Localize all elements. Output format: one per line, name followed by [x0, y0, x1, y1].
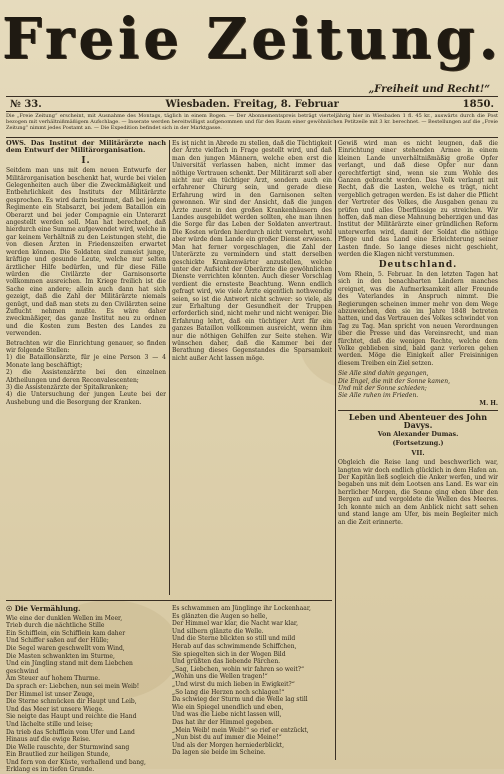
poem-line: Die Segel waren geschwellt vom Wind, — [6, 644, 125, 652]
poem-line: Sie spiegelten sich in der Wogen Bild — [172, 650, 286, 658]
newspaper-title: Freie Zeitung. — [1, 6, 503, 72]
poem-line: Es glänzten die Augen so helle, — [172, 612, 268, 620]
poem-line: Am Steuer auf hohem Thurme. — [6, 675, 100, 683]
place-date: Wiesbaden. Freitag, 8. Februar — [165, 98, 339, 110]
poem-line: Und die Sterne blickten so still und mild — [172, 635, 296, 643]
poem-line: Und ein Jüngling stand mit dem Liebchen geschwind — [6, 660, 133, 675]
poem-line: „Nun bist du auf immer die Meine!“ — [172, 734, 282, 742]
poem-line: Wie ein Spiegel unendlich und eben, — [172, 703, 284, 711]
poem-line: Das hat ihr der Himmel gegeben. — [172, 718, 274, 726]
poem-line: Und Schiffer saßen auf der Hülle; — [6, 637, 109, 645]
article-body: Gewiß wird man es nicht leugnen, daß die Einrichtung einer stehenden Armee in einem kleinen Lande unverhältnißmäßig große Opfer verlangt, und daß diese Opfer nur dann gerechtfertigt sind, wenn sie zum Wohle des Ganzen gebracht werden. Das Volk verlangt mit Recht, daß die Lasten, welche es trägt, nicht vergeblich getragen werden. Es ist daher die Pflicht der Vertreter des Volkes, die Ausgaben genau zu prüfen und alles Überflüssige zu streichen. Wir hoffen, daß man diese Mahnung beherzigen und das Institut der Militärärzte einer gründlichen Reform unterwerfen wird, damit der Soldat die nöthige Pflege und das Land eine Erleichterung seiner Lasten finde. So lange dieses nicht geschieht, werden die Klagen nicht verstummen. — [338, 140, 499, 259]
issue-number: № 33. — [10, 98, 42, 110]
motto: „Freiheit und Recht!“ — [368, 84, 490, 95]
feuilleton-author: Von Alexander Dumas. — [377, 430, 459, 439]
poem-line: Da sprach er: Liebchen, nun sei mein Weib! — [6, 682, 140, 690]
list-item: 4) die Untersuchung der jungen Leute bei der Aushebung und die Besorgung der Kranken. — [6, 391, 166, 406]
poem-line: Der Himmel war klar, die Nacht war klar, — [172, 620, 299, 628]
poem-line: Wie eine der dunklen Wellen im Meer, — [6, 614, 123, 622]
poem-line: Es schwammen am Jünglinge ihr Lockenhaar, — [172, 605, 311, 612]
section-title-deutschland: Deutschland. — [378, 259, 458, 270]
poem-line: Trieb durch die nächtliche Stille — [6, 622, 105, 630]
poem-die-vermaehlung — [6, 604, 166, 774]
section-body: Vom Rhein, 5. Februar. In den letzten Tagen hat sich in den benachbarten Ländern manches ereignet, was die Aufmerksamkeit aller Freunde des Vaterlandes in Anspruch nimmt. Die Regierungen scheinen immer mehr von dem Wege abzuweichen, den sie im Jahre 1848 betreten hatten, und das Vertrauen des Volkes schwindet von Tag zu Tag. Man spricht von neuen Verordnungen über die Presse und das Vereinsrecht, und man fürchtet, daß die wenigen Rechte, welche dem Volke geblieben sind, bald ganz verloren gehen werden. Möge die Einigkeit aller Freisinnigen diesem Treiben ein Ziel setzen. — [338, 270, 498, 367]
article-list-intro: Betrachten wir die Einrichtung genauer, so finden wir folgende Stellen: — [6, 339, 166, 354]
feuilleton-note: (Fortsetzung.) — [392, 439, 444, 448]
poem-line: Und als der Morgen herniederblickt, — [172, 741, 284, 749]
poem-fragment — [338, 370, 498, 407]
poem-line: „Wohin uns die Wellen tragen!“ — [172, 673, 268, 681]
issue-year: 1850. — [462, 98, 494, 110]
issue-line — [6, 96, 498, 112]
masthead — [0, 0, 504, 112]
poem-continuation — [172, 605, 332, 761]
columns — [6, 139, 499, 774]
poem-line: „Mein Weib! mein Weib!“ so rief er entzückt, — [172, 726, 309, 734]
poem-line: Und was die Liebe nicht lassen will, — [172, 711, 282, 719]
poem-line: „Und wirst du mich lieben in Ewigkeit?“ — [172, 680, 295, 688]
poem-line: Die Masten schwankten im Sturme, — [6, 652, 115, 660]
poem-line: Sie Alle ruhen im Frieden. — [338, 392, 419, 400]
feuilleton-title: Leben und Abenteuer des John Davys. — [348, 412, 488, 430]
poem-line: Ein Schifflein, ein Schifflein kam daher — [6, 629, 126, 637]
feuilleton-body: Obgleich die Reise lang und beschwerlich war, langten wir doch endlich glücklich in dem Hafen an. Der Kapitän ließ sogleich die Anker werfen, und wir begaben uns mit dem Lootsen ans Land. Es war ein herrlicher Morgen, die Sonne ging eben über den Bergen auf und vergoldete die Wellen des Meeres. Ich konnte mich an dem Anblick nicht satt sehen und stand lange am Ufer, bis mein Begleiter mich an die Zeit erinnerte. — [338, 459, 498, 526]
column-rule — [169, 140, 170, 595]
poem-line: Erklang es im tiefen Grunde. — [6, 766, 95, 774]
right-column — [338, 140, 498, 760]
poem-line: Die Sterne schmücken dir Haupt und Leib, — [6, 698, 137, 706]
poem-line: Sie Alle sind dahin gegangen, — [338, 370, 429, 378]
poem-line: Ein Brautlied zur heiligen Stunde, — [6, 751, 111, 759]
article-part: I. — [81, 155, 91, 166]
article-body: Seitdem man uns mit dem neuen Entwurfe der Militärorganisation beschenkt hat, wurde bei vielen Gelegenheiten auch über die Zweckmäßigkeit und Entbehrlichkeit des Instituts der Militärärzte gesprochen. Es wird darin bestimmt, daß bei jedem Regimente ein Stabsarzt, bei jedem Bataillon ein Oberarzt und bei jeder Compagnie ein Unterarzt angestellt werden soll. Man hat berechnet, daß hierdurch eine Summe aufgewendet wird, welche in gar keinem Verhältniß zu den Leistungen steht, die von diesen Ärzten in Friedenszeiten erwartet werden können. Die Soldaten sind zumeist junge, kräftige und gesunde Leute, welche nur selten ärztlicher Hilfe bedürfen, und für diese Fälle würden die Civilärzte der Garnisonsorte vollkommen ausreichen. Im Kriege freilich ist die Sache eine andere; allein auch dann hat sich gezeigt, daß die Zahl der Militärärzte niemals genügt, und daß man stets zu den Civilärzten seine Zuflucht nehmen mußte. Es wäre daher zweckmäßiger, das ganze Institut neu zu ordnen und die Kosten zum Besten des Landes zu verwenden. — [6, 167, 166, 338]
poem-line: Da lagen sie beide im Scheine. — [172, 749, 266, 757]
article-body: Es ist nicht in Abrede zu stellen, daß die Tüchtigkeit der Ärzte vielfach in Frage gestellt wird, und daß man den jungen Männern, welche eben erst die Universität verlassen haben, nicht immer das nöthige Vertrauen schenkt. Der Militärarzt soll aber nicht nur ein tüchtiger Arzt, sondern auch ein erfahrener Chirurg sein, und gerade diese Erfahrung wird in den Garnisonen selten gewonnen. Wir sind der Ansicht, daß die jungen Ärzte zuerst in den großen Krankenhäusern des Landes ausgebildet werden sollten, ehe man ihnen die Sorge für das Leben der Soldaten anvertraut. Die Kosten würden hierdurch nicht vermehrt, wohl aber würde dem Lande ein großer Dienst erwiesen. Man hat ferner vorgeschlagen, die Zahl der Unterärzte zu vermindern und statt derselben geschickte Krankenwärter anzustellen, welche unter der Aufsicht der Oberärzte die gewöhnlichen Dienste verrichten könnten. Auch dieser Vorschlag verdient die ernsteste Beachtung. Wenn endlich gefragt wird, wie viele Ärzte eigentlich nothwendig seien, so ist die Antwort nicht schwer: so viele, als zur Erhaltung der Gesundheit der Truppen erforderlich sind, nicht mehr und nicht weniger. Die Erfahrung lehrt, daß ein tüchtiger Arzt für ein ganzes Bataillon vollkommen ausreicht, wenn ihm nur die nöthigen Gehilfen zur Seite stehen. Wir wünschen daher, daß die Kammer bei der Berathung dieses Gegenstandes die Sparsamkeit nicht außer Acht lassen möge. — [172, 140, 332, 362]
list-item: 2) die Assistenzärzte bei den einzelnen Abtheilungen und deren Reconvalescenten; — [6, 369, 166, 384]
poem-line: Hinaus auf die ewige Reise. — [6, 736, 91, 744]
poem-line: Und mit der Sonne schieden; — [338, 385, 427, 392]
poem-line: Da trieb das Schifflein vom Ufer und Land — [6, 728, 135, 736]
subscription-notice: Die „Freie Zeitung“ erscheint, mit Ausnahme des Montags, täglich in einem Bogen. — Der Abonnementspreis beträgt vierteljährig hier in Wiesbaden 1 fl. 45 kr., auswärts durch die Post bezogen mit verhältnißmäßigem Aufschlage. — Inserate werden bereitwilligst aufgenommen und für den Raum einer gewöhnlichen Petitzeile mit 3 kr. berechnet. — Bestellungen auf die „Freie Zeitung“ nimmt jedes Postamt an. — Die Expedition befindet sich in der Marktgasse. — [6, 113, 498, 138]
feuilleton-poem-band — [6, 600, 332, 774]
poem-line: „Sag, Liebchen, wohin wir fahren so weit?“ — [172, 665, 305, 673]
poem-signature: M. H. — [479, 399, 498, 407]
poem-line: Die Welle rauschte, der Sturmwind sang — [6, 743, 130, 751]
poem-line: Herab auf das schwimmende Schiffchen, — [172, 642, 297, 650]
poem-line: Der Himmel ist unser Zeuge, — [6, 690, 95, 698]
poem-title: ☉ Die Vermählung. — [6, 604, 81, 613]
chapter-number: VII. — [411, 448, 425, 457]
poem-line: Und silbern glänzte die Welle. — [172, 627, 264, 635]
article-continuation — [172, 140, 332, 595]
list-item: 3) die Assistenzärzte der Spitalkranken; — [6, 384, 129, 391]
poem-line: Da schwieg der Sturm und die Welle lag still — [172, 696, 308, 704]
poem-line: Und grüßten das liebende Pärchen. — [172, 658, 281, 666]
poem-line: Und lächelte stille und leise; — [6, 720, 93, 728]
poem-line: Die Engel, die mit der Sonne kamen, — [338, 377, 451, 385]
poem-line: Und das Meer ist unsere Wiege. — [6, 705, 104, 713]
column-rule — [335, 140, 336, 760]
article-military-doctors — [6, 140, 166, 595]
poem-line: „So lang die Herzen noch schlagen!“ — [172, 688, 285, 696]
poem-line: Und fern von der Küste, verhallend und bang, — [6, 758, 146, 766]
article-title: OWS. Das Institut der Militärärzte nach dem Entwurf der Militärorganisation. — [6, 139, 166, 155]
poem-line: Sie neigte das Haupt und reichte die Hand — [6, 713, 137, 721]
list-item: 1) die Bataillonsärzte, für je eine Person 3 — 4 Monate lang beschäftigt; — [6, 354, 166, 369]
